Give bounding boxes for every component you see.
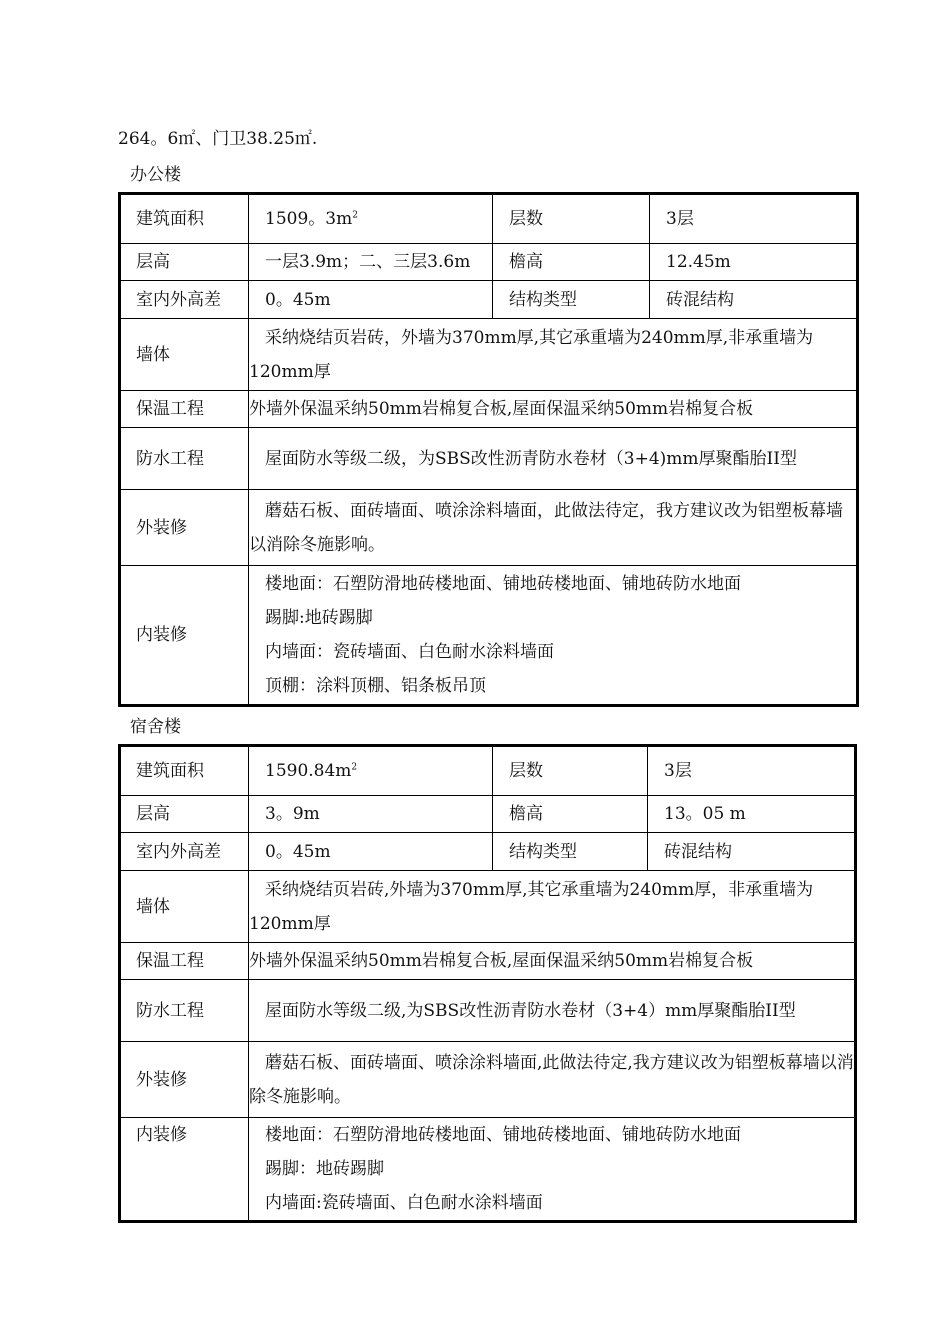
height-label: 层高 [120, 244, 249, 281]
floors-label: 层数 [493, 746, 648, 796]
int-line: 踢脚:地砖踢脚 [265, 608, 373, 628]
int-line: 踢脚：地砖踢脚 [265, 1159, 384, 1179]
table-row [120, 244, 858, 281]
height-value: 3。9m [249, 796, 493, 833]
area-value: 1509。$3m^2$ [249, 194, 493, 244]
dorm-section-title: 宿舍楼 [130, 717, 181, 737]
table-row [120, 796, 856, 833]
insul-value: 外墙外保温采纳50mm岩棉复合板,屋面保温采纳50mm岩棉复合板 [249, 391, 858, 428]
table-row [120, 391, 858, 428]
ext-label: 外装修 [120, 490, 249, 566]
table-row [120, 490, 858, 566]
dorm-spec-table [118, 744, 857, 1223]
office-section-title: 办公楼 [130, 165, 181, 185]
ext-label: 外装修 [120, 1042, 249, 1118]
wall-value: 采纳烧结页岩砖,外墙为370mm厚,其它承重墙为240mm厚，非承重墙为120mm厚 [249, 871, 856, 943]
table-row [120, 871, 856, 943]
table-row [120, 428, 858, 490]
floors-label: 层数 [493, 194, 650, 244]
table-row [120, 1118, 856, 1222]
height-value: 一层3.9m；二、三层3.6m [249, 244, 493, 281]
int-value [249, 1118, 856, 1222]
int-value [249, 566, 858, 706]
eave-label: 檐高 [493, 244, 650, 281]
eave-value: 13。05 m [648, 796, 856, 833]
int-line: 楼地面：石塑防滑地砖楼地面、铺地砖楼地面、铺地砖防水地面 [265, 574, 741, 594]
ext-value: 蘑菇石板、面砖墙面、喷涂涂料墙面,此做法待定,我方建议改为铝塑板幕墙以消除冬施影响。 [249, 1042, 856, 1118]
intro-line: 264。6㎡、门卫38.25㎡. [118, 129, 318, 149]
area-value: $1590.84m^2$ [249, 746, 493, 796]
water-label: 防水工程 [120, 980, 249, 1042]
table-row [120, 319, 858, 391]
water-value: 屋面防水等级二级,为SBS改性沥青防水卷材（3+4）mm厚聚酯胎II型 [249, 980, 856, 1042]
struct-value: 砖混结构 [648, 833, 856, 871]
diff-value: 0。45m [249, 281, 493, 319]
table-row [120, 194, 858, 244]
area-label: 建筑面积 [120, 746, 249, 796]
insul-value: 外墙外保温采纳50mm岩棉复合板,屋面保温采纳50mm岩棉复合板 [249, 943, 856, 980]
table-row [120, 980, 856, 1042]
int-line: 内墙面：瓷砖墙面、白色耐水涂料墙面 [265, 642, 554, 662]
diff-label: 室内外高差 [120, 281, 249, 319]
table-row [120, 1042, 856, 1118]
eave-label: 檐高 [493, 796, 648, 833]
wall-label: 墙体 [120, 319, 249, 391]
int-label: 内装修 [120, 1118, 249, 1222]
ext-value: 蘑菇石板、面砖墙面、喷涂涂料墙面，此做法待定，我方建议改为铝塑板幕墙以消除冬施影响。 [249, 490, 858, 566]
int-line: 楼地面：石塑防滑地砖楼地面、铺地砖楼地面、铺地砖防水地面 [265, 1125, 741, 1145]
insul-label: 保温工程 [120, 943, 249, 980]
area-label: 建筑面积 [120, 194, 249, 244]
struct-label: 结构类型 [493, 833, 648, 871]
water-value: 屋面防水等级二级，为SBS改性沥青防水卷材（3+4)mm厚聚酯胎II型 [249, 428, 858, 490]
height-label: 层高 [120, 796, 249, 833]
table-row [120, 943, 856, 980]
int-label: 内装修 [120, 566, 249, 706]
table-row [120, 833, 856, 871]
office-spec-table [118, 192, 859, 707]
diff-label: 室内外高差 [120, 833, 249, 871]
struct-label: 结构类型 [493, 281, 650, 319]
table-row [120, 746, 856, 796]
table-row [120, 566, 858, 706]
wall-label: 墙体 [120, 871, 249, 943]
table-row [120, 281, 858, 319]
int-line: 顶棚：涂料顶棚、铝条板吊顶 [265, 676, 486, 696]
struct-value: 砖混结构 [650, 281, 858, 319]
floors-value: 3层 [648, 746, 856, 796]
floors-value: 3层 [650, 194, 858, 244]
wall-value: 采纳烧结页岩砖，外墙为370mm厚,其它承重墙为240mm厚,非承重墙为120mm厚 [249, 319, 858, 391]
eave-value: 12.45m [650, 244, 858, 281]
water-label: 防水工程 [120, 428, 249, 490]
insul-label: 保温工程 [120, 391, 249, 428]
int-line: 内墙面:瓷砖墙面、白色耐水涂料墙面 [265, 1193, 543, 1213]
diff-value: 0。45m [249, 833, 493, 871]
